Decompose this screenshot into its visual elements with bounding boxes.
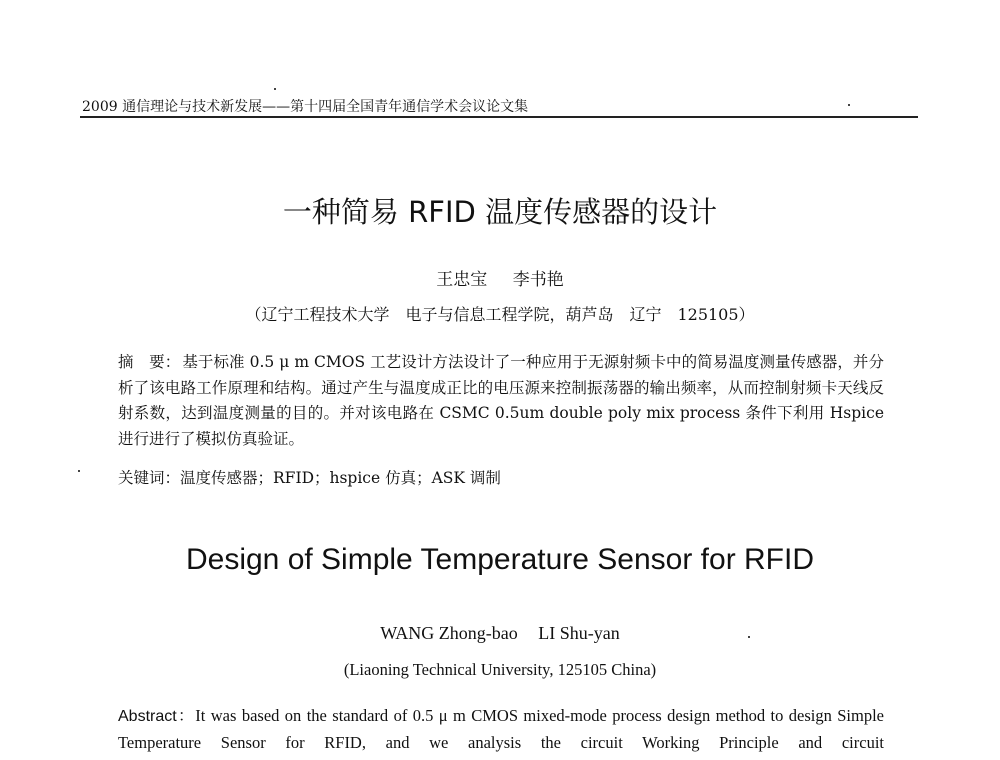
abstract-en — [118, 703, 884, 756]
running-header: 2009 通信理论与技术新发展——第十四届全国青年通信学术会议论文集 — [82, 99, 529, 115]
abstract-text-en: It was based on the standard of 0.5 μ m CMOS mixed-mode process design method to design Simple Temperature Sensor for RFID, and we analysis the circuit Working Principle and circuit — [118, 706, 884, 752]
abstract-label-en: Abstract： — [118, 708, 196, 725]
scan-speck — [848, 104, 850, 106]
keywords-label: 关键词： — [118, 469, 181, 487]
abstract-label-cn: 摘 要： — [118, 353, 181, 371]
keywords-cn — [118, 466, 501, 488]
affiliation-en: (Liaoning Technical University, 125105 China) — [343, 660, 657, 679]
paper-title-cn: 一种简易 RFID 温度传感器的设计 — [282, 195, 718, 229]
author-cn: 王忠宝 — [436, 270, 488, 290]
header-rule — [80, 116, 918, 118]
authors-en — [0, 623, 1000, 644]
author-cn: 李书艳 — [512, 270, 564, 290]
affiliation-cn: （辽宁工程技术大学 电子与信息工程学院，葫芦岛 辽宁 125105） — [245, 305, 755, 324]
abstract-cn — [118, 350, 884, 452]
scan-speck — [274, 88, 276, 90]
scan-speck — [78, 470, 80, 472]
author-en: LI Shu-yan — [538, 623, 620, 643]
keywords-text: 温度传感器；RFID；hspice 仿真；ASK 调制 — [180, 469, 501, 487]
paper-title-en: Design of Simple Temperature Sensor for RFID — [185, 543, 815, 576]
abstract-text-cn: 基于标准 0.5 μ m CMOS 工艺设计方法设计了一种应用于无源射频卡中的简易温度测量传感器，并分析了该电路工作原理和结构。通过产生与温度成正比的电压源来控制振荡器的输出频率，从而控制射频卡天线反射系数，达到温度测量的目的。并对该电路在 CSMC 0.5um double poly mix process 条件下利用 Hspice 进行进行了模拟仿真验证。 — [118, 353, 884, 448]
author-en: WANG Zhong-bao — [380, 623, 518, 643]
authors-cn — [0, 265, 1000, 290]
